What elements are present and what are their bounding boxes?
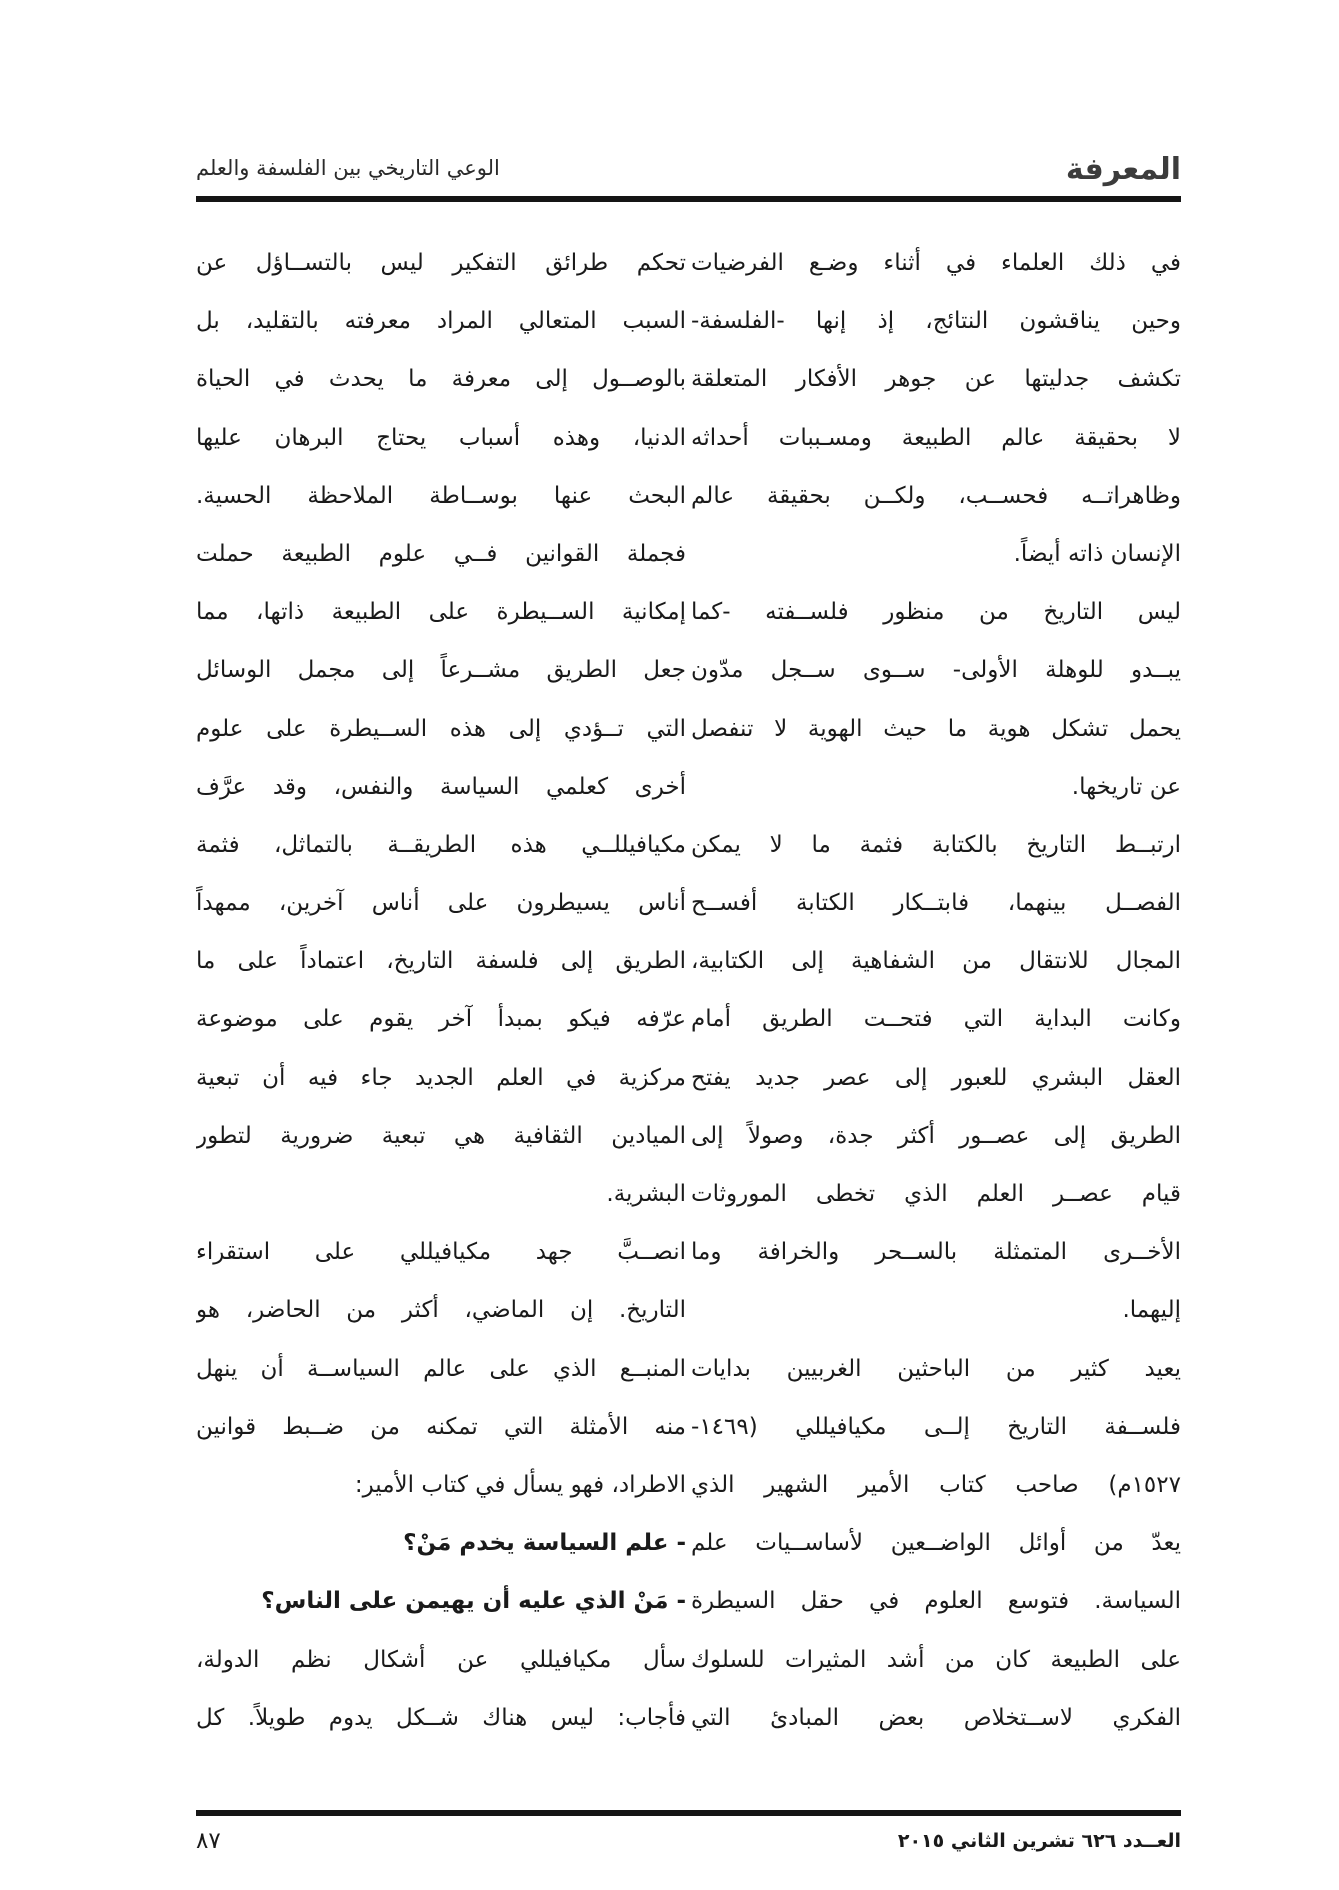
text-line: الطريق إلى عصــور أكثر جدة، وصولاً إلى [691, 1122, 1181, 1149]
text-line: وحين يناقشون النتائج، إذ إنها -الفلسفة- [691, 308, 1181, 335]
text-line: - مَنْ الذي عليه أن يهيمن على الناس؟ [261, 1588, 686, 1615]
text-line: تحكم طرائق التفكير ليس بالتســاؤل عن [196, 250, 686, 276]
page-number: ٨٧ [196, 1828, 221, 1854]
text-line: التي تــؤدي إلى هذه الســيطرة على علوم [196, 715, 686, 742]
text-line: تكشف جدليتها عن جوهر الأفكار المتعلقة [691, 366, 1181, 393]
text-line: السبب المتعالي المراد معرفته بالتقليد، بل [196, 308, 686, 335]
magazine-logo: المعرفة [1065, 152, 1181, 187]
text-line: الفصــل بينهما، فابتــكار الكتابة أفســح [691, 890, 1181, 917]
text-line: الطريق إلى فلسفة التاريخ، اعتماداً على ما [196, 948, 686, 975]
text-line: قيام عصــر العلم الذي تخطى الموروثات [691, 1181, 1181, 1207]
text-line: وكانت البداية التي فتحــت الطريق أمام [691, 1006, 1181, 1033]
text-line: - علم السياسة يخدم مَنْ؟ [403, 1530, 686, 1557]
page-header [196, 150, 1181, 194]
text-line: منه الأمثلة التي تمكنه من ضــبط قوانين [196, 1413, 686, 1440]
running-title: الوعي التاريخي بين الفلسفة والعلم [196, 156, 500, 180]
text-line: يبــدو للوهلة الأولى- ســوى ســجل مدّون [691, 657, 1181, 684]
text-line: بالوصــول إلى معرفة ما يحدث في الحياة [196, 366, 686, 393]
text-line: سأل مكيافيللي عن أشكال نظم الدولة، [196, 1646, 686, 1673]
text-line: وظاهراتــه فحســب، ولكــن بحقيقة عالم [691, 482, 1181, 509]
text-line: لا بحقيقة عالم الطبيعة ومسـببات أحداثه [691, 424, 1181, 451]
text-line: يعدّ من أوائل الواضــعين لأساســيات علم [691, 1530, 1181, 1557]
text-line: في ذلك العلماء في أثناء وضـع الفرضيات [691, 250, 1181, 276]
text-line: يعيد كثير من الباحثين الغربيين بدايات [691, 1355, 1181, 1382]
text-line: مركزية في العلم الجديد جاء فيه أن تبعية [196, 1064, 686, 1091]
text-line: البحث عنها بوســاطة الملاحظة الحسية. [196, 482, 686, 509]
text-line: فأجاب: ليس هناك شــكل يدوم طويلاً. كل [196, 1704, 686, 1731]
text-line: يحمل تشكل هوية ما حيث الهوية لا تنفصل [691, 715, 1181, 742]
text-line: الفكري لاســتخلاص بعض المبادئ التي [691, 1704, 1181, 1731]
text-line: الدنيا، وهذه أسباب يحتاج البرهان عليها [196, 424, 686, 451]
text-line: جعل الطريق مشــرعاً إلى مجمل الوسائل [196, 657, 686, 684]
page-footer [196, 1826, 1181, 1866]
text-line: البشرية. [606, 1181, 686, 1207]
text-line: الاطراد، فهو يسأل في كتاب الأمير: [354, 1471, 686, 1498]
text-line: ارتبــط التاريخ بالكتابة فثمة ما لا يمكن [691, 831, 1181, 858]
text-line: العقل البشري للعبور إلى عصر جديد يفتح [691, 1064, 1181, 1091]
text-line: على الطبيعة كان من أشد المثيرات للسلوك [691, 1646, 1181, 1673]
text-line: ليس التاريخ من منظور فلســفته -كما [691, 599, 1181, 626]
text-line: إمكانية الســيطرة على الطبيعة ذاتها، مما [196, 599, 686, 626]
text-line: مكيافيللــي هذه الطريقــة بالتماثل، فثمة [196, 831, 686, 858]
header-rule [196, 196, 1181, 202]
text-line: عرّفه فيكو بمبدأ آخر يقوم على موضوعة [196, 1006, 686, 1033]
text-line: أخرى كعلمي السياسة والنفس، وقد عرَّف [196, 773, 686, 800]
text-line: المنبــع الذي على عالم السياســة أن ينهل [196, 1355, 686, 1382]
text-line: التاريخ. إن الماضي، أكثر من الحاضر، هو [196, 1297, 686, 1324]
text-line: فجملة القوانين فــي علوم الطبيعة حملت [196, 540, 686, 567]
text-line: ١٥٢٧م) صاحب كتاب الأمير الشهير الذي [691, 1471, 1181, 1498]
text-line: انصــبَّ جهد مكيافيللي على استقراء [196, 1239, 686, 1266]
text-column-left [196, 234, 686, 1747]
text-line: إليهما. [1122, 1297, 1181, 1324]
footer-rule [196, 1810, 1181, 1816]
text-line: المجال للانتقال من الشفاهية إلى الكتابية، [691, 948, 1181, 975]
text-line: الميادين الثقافية هي تبعية ضرورية لتطور [196, 1122, 686, 1149]
text-line: أناس يسيطرون على أناس آخرين، ممهداً [196, 890, 686, 917]
text-line: السياسة. فتوسع العلوم في حقل السيطرة [691, 1588, 1181, 1615]
text-line: عن تاريخها. [1071, 773, 1181, 800]
text-line: فلســفة التاريخ إلــى مكيافيللي (١٤٦٩- [691, 1413, 1181, 1440]
text-column-right [691, 234, 1181, 1747]
text-line: الإنسان ذاته أيضاً. [1013, 540, 1181, 567]
issue-info: العــدد ٦٢٦ تشرين الثاني ٢٠١٥ [897, 1830, 1181, 1852]
text-line: الأخــرى المتمثلة بالســحر والخرافة وما [691, 1239, 1181, 1266]
